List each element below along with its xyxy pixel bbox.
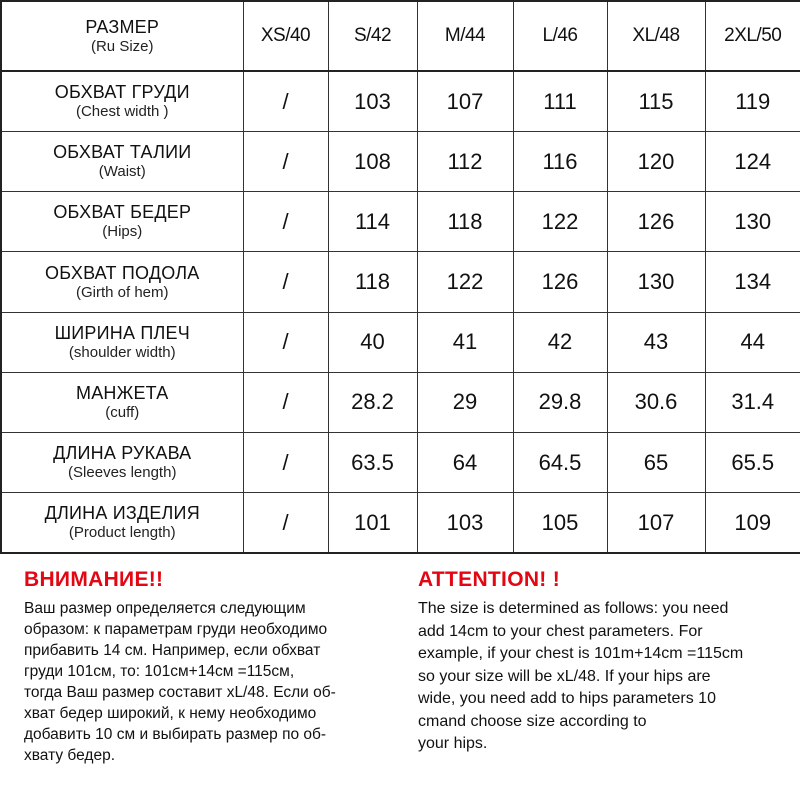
measurement-value: 130 [705, 192, 800, 252]
measurement-sublabel: (Hips) [102, 223, 143, 241]
measurement-value: 107 [607, 493, 705, 553]
measurement-value: 120 [607, 131, 705, 191]
measurement-value: 44 [705, 312, 800, 372]
measurement-label-cell [1, 433, 243, 493]
size-xl-48: XL/48 [607, 1, 705, 71]
measurement-value: 30.6 [607, 372, 705, 432]
measurement-value: 64 [417, 433, 513, 493]
measurement-label: ШИРИНА ПЛЕЧ [54, 322, 190, 343]
measurement-value: 130 [607, 252, 705, 312]
measurement-label: ОБХВАТ ПОДОЛА [45, 262, 200, 283]
measurement-sublabel: (Girth of hem) [75, 283, 169, 301]
measurement-sublabel: (Waist) [98, 163, 146, 181]
measurement-value: 114 [328, 192, 417, 252]
attention-title-ru: ВНИМАНИЕ!! [24, 568, 164, 591]
notes-section [0, 560, 800, 800]
measurement-row [1, 372, 800, 432]
measurement-value: 134 [705, 252, 800, 312]
measurement-value: 64.5 [513, 433, 607, 493]
size-header-sublabel: (Ru Size) [90, 37, 154, 55]
size-m-44: M/44 [417, 1, 513, 71]
size-2xl-50: 2XL/50 [705, 1, 800, 71]
size-header-label-cell [1, 1, 243, 71]
measurement-value: 108 [328, 131, 417, 191]
measurement-value: / [243, 493, 328, 553]
attention-body-en: The size is determined as follows: you need add 14cm to your chest parameters. For example, if your chest is 101m+14cm =115cm so your size will be xL/48. If your hips are wide, you need add to hips parameters 10 cmand choose size according to your hips. [418, 600, 744, 752]
measurement-sublabel: (Product length) [68, 524, 176, 542]
measurement-value: 63.5 [328, 433, 417, 493]
size-s-42: S/42 [328, 1, 417, 71]
measurement-value: 107 [417, 71, 513, 131]
measurement-label-cell [1, 372, 243, 432]
measurement-value: 118 [417, 192, 513, 252]
measurement-value: 29.8 [513, 372, 607, 432]
measurement-row [1, 433, 800, 493]
measurement-value: 101 [328, 493, 417, 553]
measurement-label-cell [1, 493, 243, 553]
measurement-value: / [243, 131, 328, 191]
measurement-value: 126 [513, 252, 607, 312]
measurement-label: ДЛИНА ИЗДЕЛИЯ [44, 503, 200, 524]
measurement-label: ОБХВАТ БЕДЕР [53, 202, 192, 223]
measurement-value: / [243, 312, 328, 372]
measurement-value: 41 [417, 312, 513, 372]
measurement-row [1, 71, 800, 131]
measurement-value: 115 [607, 71, 705, 131]
measurement-value: / [243, 71, 328, 131]
measurement-value: 42 [513, 312, 607, 372]
measurement-sublabel: (Chest width ) [75, 103, 169, 121]
measurement-label: ОБХВАТ ТАЛИИ [53, 142, 192, 163]
measurement-value: 118 [328, 252, 417, 312]
measurement-value: 29 [417, 372, 513, 432]
measurement-value: / [243, 252, 328, 312]
attention-body-ru: Ваш размер определяется следующим образом: к параметрам груди необходимо прибавить 14 см. Например, если обхват груди 101см, то: 101см+14см =115см, тогда Ваш размер составит xL/48. Если об- хват бедер широкий, к нему необходимо добавить 10 см и выбирать размер по об- хвату бедер. [24, 600, 336, 764]
measurement-value: 116 [513, 131, 607, 191]
measurement-value: 124 [705, 131, 800, 191]
attention-note-ru [24, 560, 404, 766]
measurement-label-cell [1, 312, 243, 372]
measurement-row [1, 493, 800, 553]
measurement-value: 40 [328, 312, 417, 372]
measurement-value: 111 [513, 71, 607, 131]
measurement-value: 31.4 [705, 372, 800, 432]
measurement-value: / [243, 192, 328, 252]
size-xs-40: XS/40 [243, 1, 328, 71]
measurement-value: 112 [417, 131, 513, 191]
measurement-row [1, 312, 800, 372]
measurement-label: ДЛИНА РУКАВА [53, 443, 192, 464]
measurement-row [1, 252, 800, 312]
measurement-sublabel: (Sleeves length) [68, 464, 177, 482]
measurement-value: 28.2 [328, 372, 417, 432]
measurement-value: 122 [417, 252, 513, 312]
measurement-value: 109 [705, 493, 800, 553]
measurement-value: 43 [607, 312, 705, 372]
measurement-value: 103 [417, 493, 513, 553]
measurement-label: ОБХВАТ ГРУДИ [54, 82, 190, 103]
measurement-value: / [243, 372, 328, 432]
measurement-label-cell [1, 192, 243, 252]
measurement-sublabel: (cuff) [105, 403, 140, 421]
measurement-value: 65.5 [705, 433, 800, 493]
measurement-label-cell [1, 131, 243, 191]
measurement-label-cell [1, 71, 243, 131]
measurement-value: / [243, 433, 328, 493]
measurement-row [1, 131, 800, 191]
attention-title-en: ATTENTION! ! [418, 568, 561, 591]
measurement-row [1, 192, 800, 252]
measurement-label-cell [1, 252, 243, 312]
size-l-46: L/46 [513, 1, 607, 71]
measurement-value: 122 [513, 192, 607, 252]
measurement-label: МАНЖЕТА [76, 382, 169, 403]
measurement-value: 103 [328, 71, 417, 131]
measurement-value: 65 [607, 433, 705, 493]
size-header-row [1, 1, 800, 71]
measurement-value: 126 [607, 192, 705, 252]
measurement-value: 105 [513, 493, 607, 553]
measurement-value: 119 [705, 71, 800, 131]
attention-note-en [418, 560, 798, 756]
size-header-label: РАЗМЕР [85, 16, 160, 37]
measurement-sublabel: (shoulder width) [68, 343, 176, 361]
